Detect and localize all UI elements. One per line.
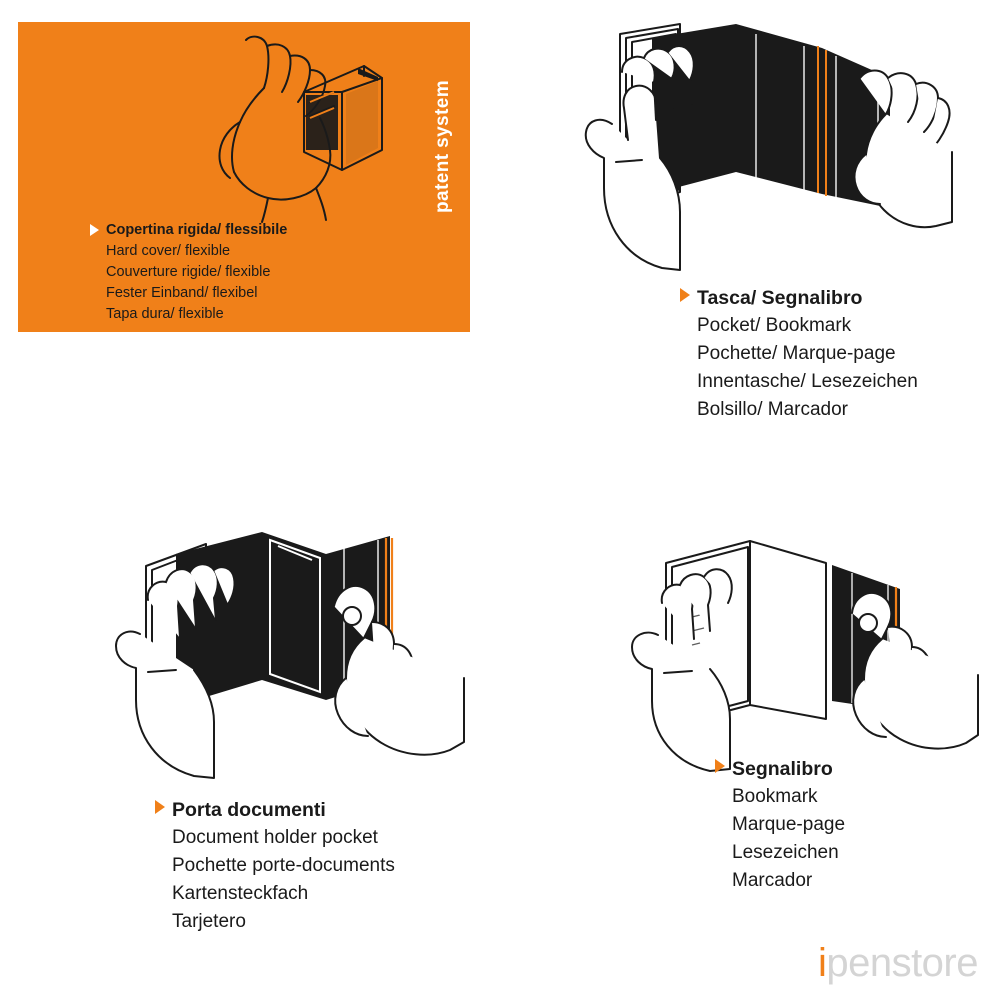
panel-bookmark (590, 505, 990, 935)
caption-document-holder (155, 796, 525, 936)
caption-line: Marcador (732, 870, 813, 891)
panel-pocket-bookmark (540, 12, 990, 432)
caption-bookmark (715, 755, 985, 895)
caption-line: Pocket/ Bookmark (697, 315, 852, 336)
caption-line: Innentasche/ Lesezeichen (697, 371, 918, 392)
watermark-prefix: i (817, 941, 827, 985)
illustration-hands-open-notebook-pocket (560, 12, 970, 282)
caption-line: Copertina rigida/ flessibile (106, 222, 288, 238)
caption-line: Marque-page (732, 814, 846, 835)
caption-line: Fester Einband/ flexibel (106, 285, 258, 301)
caption-pocket-bookmark (680, 284, 990, 424)
panel-document-holder (60, 510, 530, 950)
caption-line: Document holder pocket (172, 827, 378, 848)
caption-line: Segnalibro (732, 758, 833, 780)
illustration-hand-flexing-cover (128, 32, 388, 222)
caption-line: Bookmark (732, 786, 818, 807)
bullet-triangle-icon (715, 759, 725, 773)
caption-line: Tarjetero (172, 911, 246, 932)
patent-system-label: patent system (432, 80, 453, 213)
caption-line: Porta documenti (172, 799, 326, 821)
caption-line: Bolsillo/ Marcador (697, 399, 848, 420)
watermark-text: penstore (826, 941, 978, 985)
caption-line: Tapa dura/ flexible (106, 306, 224, 322)
illustration-hands-document-holder-pocket (90, 510, 490, 790)
caption-line: Couverture rigide/ flexible (106, 264, 271, 280)
bullet-triangle-icon (680, 288, 690, 302)
caption-hard-cover (90, 220, 420, 325)
caption-line: Pochette porte-documents (172, 855, 395, 876)
caption-line: Lesezeichen (732, 842, 839, 863)
watermark-logo (818, 941, 978, 986)
caption-line: Kartensteckfach (172, 883, 309, 904)
bullet-triangle-icon (90, 224, 99, 236)
panel-hard-cover (18, 22, 470, 332)
bullet-triangle-icon (155, 800, 165, 814)
caption-line: Pochette/ Marque-page (697, 343, 896, 364)
caption-line: Hard cover/ flexible (106, 243, 231, 259)
illustration-hands-bookmark (600, 505, 980, 770)
caption-line: Tasca/ Segnalibro (697, 287, 863, 309)
